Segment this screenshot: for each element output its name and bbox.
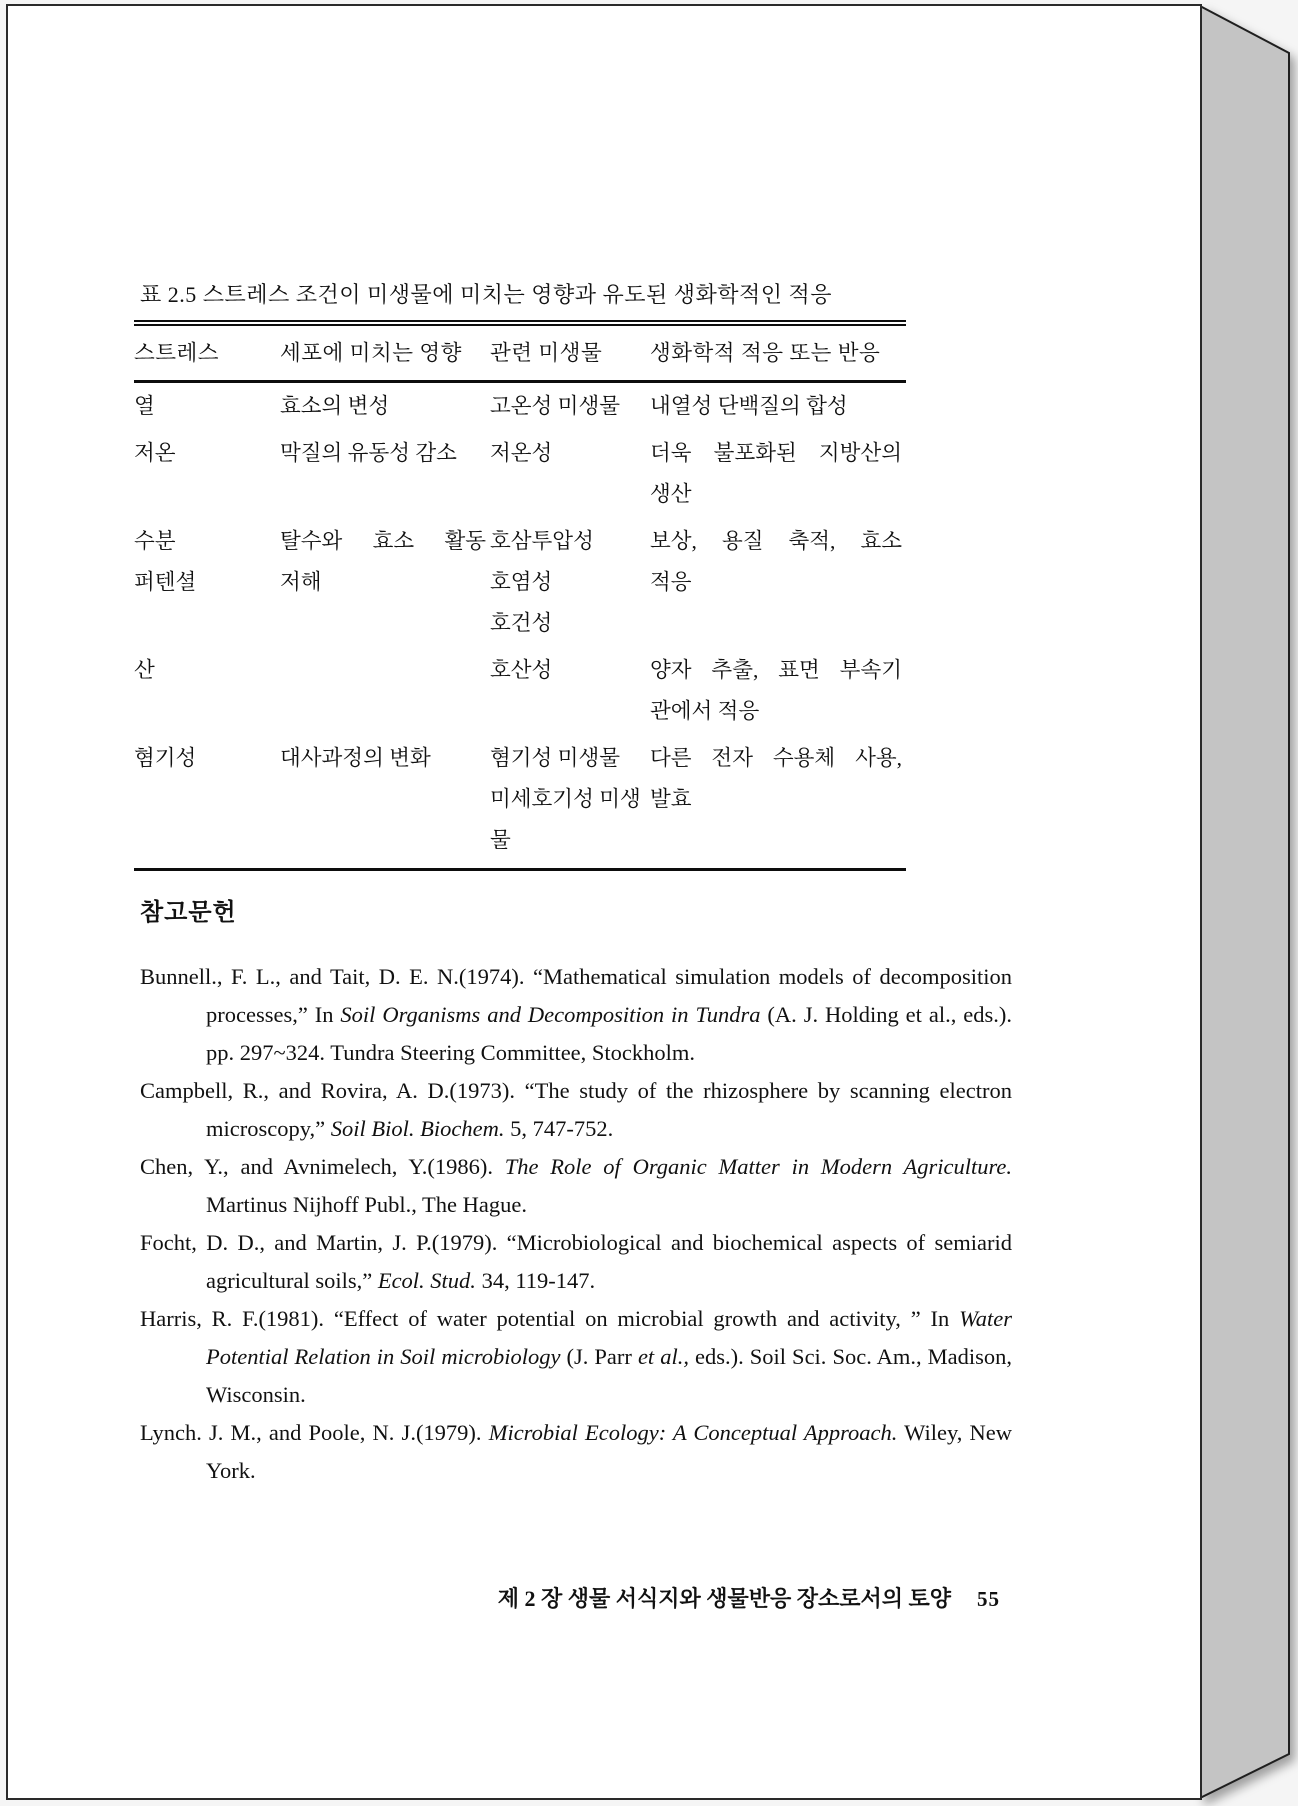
table-cell-line: 관에서 적응 xyxy=(650,699,760,723)
table-cell-line: 호산성 xyxy=(490,658,553,682)
reference-text: (J. Parr xyxy=(560,1344,638,1369)
table-row xyxy=(134,647,906,735)
column-header: 관련 미생물 xyxy=(490,341,603,365)
book-page xyxy=(6,4,1202,1800)
reference-title-italic: Microbial Ecology: A Conceptual Approach. xyxy=(488,1420,898,1445)
reference-text: Bunnell., F. L., and Tait, D. E. N.(1974). “Mathematical simulation models of decomposition processes,” In xyxy=(140,964,1012,1027)
table-cell xyxy=(490,386,650,427)
references-list xyxy=(140,958,1012,1490)
table-cell-line: 호삼투압성 xyxy=(490,529,594,553)
reference-title-italic: Soil Organisms and Decomposition in Tundra xyxy=(340,1002,761,1027)
table-cell-line: 수분 xyxy=(134,529,176,553)
table-cell xyxy=(280,433,490,515)
table-cell xyxy=(134,650,280,732)
table-cell xyxy=(650,521,906,644)
reference-text: Harris, R. F.(1981). “Effect of water potential on microbial growth and activity, ” In xyxy=(140,1306,960,1331)
table-cell-line: 보상, 용질 축적, 효소 xyxy=(650,529,902,553)
table-cell xyxy=(650,433,906,515)
table-cell xyxy=(134,433,280,515)
column-header: 스트레스 xyxy=(134,341,220,365)
reference-item xyxy=(140,958,1012,1072)
table-cell-line: 호염성 xyxy=(490,570,553,594)
reference-text: 34, 119-147. xyxy=(475,1268,596,1293)
reference-title-italic: et al., xyxy=(637,1344,689,1369)
table-cell-line: 막질의 유동성 감소 xyxy=(280,441,457,465)
table-cell-line: 열 xyxy=(134,394,155,418)
table-cell-line: 퍼텐셜 xyxy=(134,570,197,594)
table-cell xyxy=(490,433,650,515)
table-caption: 표 2.5 스트레스 조건이 미생물에 미치는 영향과 유도된 생화학적인 적응 xyxy=(140,282,833,307)
table-cell-line: 적응 xyxy=(650,570,692,594)
column-header: 생화학적 적응 또는 반응 xyxy=(650,341,881,365)
table-row xyxy=(134,430,906,518)
reference-text: (A. J. Holding et al., eds.). pp. 297~324. Tundra Steering Committee, Stockholm. xyxy=(206,1002,1012,1065)
table-cell xyxy=(490,650,650,732)
table-cell-line: 저온 xyxy=(134,441,176,465)
reference-text: Chen, Y., and Avnimelech, Y.(1986). xyxy=(140,1154,505,1179)
reference-item xyxy=(140,1224,1012,1300)
table-cell-line: 내열성 단백질의 합성 xyxy=(650,394,848,418)
table-cell-line: 양자 추출, 표면 부속기 xyxy=(650,658,902,682)
table-cell xyxy=(490,738,650,861)
reference-item xyxy=(140,1148,1012,1224)
table-cell-line: 다른 전자 수용체 사용, xyxy=(650,746,902,770)
table-cell-line: 생산 xyxy=(650,482,692,506)
footer-chapter-title: 제 2 장 생물 서식지와 생물반응 장소로서의 토양 xyxy=(497,1586,951,1611)
table-cell-line: 혐기성 xyxy=(134,746,197,770)
table-row xyxy=(134,383,906,430)
reference-title-italic: Water Potential Relation in Soil microbiology xyxy=(206,1306,1012,1369)
table-cell xyxy=(134,738,280,861)
table-cell xyxy=(280,386,490,427)
stress-table xyxy=(134,320,906,871)
table-cell xyxy=(280,650,490,732)
table-cell-line: 더욱 불포화된 지방산의 xyxy=(650,441,902,465)
reference-item xyxy=(140,1072,1012,1148)
table-cell-line: 혐기성 미생물 xyxy=(490,746,620,770)
table-cell xyxy=(490,521,650,644)
table-cell-line: 호건성 xyxy=(490,611,553,635)
table-cell xyxy=(650,738,906,861)
footer-page-number: 55 xyxy=(977,1587,1000,1611)
reference-item xyxy=(140,1300,1012,1414)
table-cell-line: 효소의 변성 xyxy=(280,394,390,418)
table-cell-line: 고온성 미생물 xyxy=(490,394,620,418)
reference-text: Campbell, R., and Rovira, A. D.(1973). “The study of the rhizosphere by scanning electron microscopy,” xyxy=(140,1078,1012,1141)
column-header: 세포에 미치는 영향 xyxy=(280,341,462,365)
page-edge-shape xyxy=(1200,6,1289,1798)
table-row xyxy=(134,518,906,647)
table-cell xyxy=(134,521,280,644)
reference-title-italic: The Role of Organic Matter in Modern Agriculture. xyxy=(504,1154,1013,1179)
reference-title-italic: Ecol. Stud. xyxy=(377,1268,476,1293)
table-cell xyxy=(134,386,280,427)
table-cell xyxy=(650,386,906,427)
stress-table-body xyxy=(134,383,906,871)
reference-text: Focht, D. D., and Martin, J. P.(1979). “Microbiological and biochemical aspects of semiarid agricultural soils,” xyxy=(140,1230,1012,1293)
table-cell-line: 저온성 xyxy=(490,441,553,465)
table-cell-line: 대사과정의 변화 xyxy=(280,746,431,770)
table-cell xyxy=(280,738,490,861)
stress-table-header-row xyxy=(134,326,906,383)
references-heading: 참고문헌 xyxy=(140,900,237,926)
page-footer xyxy=(328,1582,1000,1613)
reference-text: eds.). Soil Sci. Soc. Am., Madison, Wisconsin. xyxy=(206,1344,1013,1407)
reference-text: Martinus Nijhoff Publ., The Hague. xyxy=(206,1192,528,1217)
reference-text: Lynch. J. M., and Poole, N. J.(1979). xyxy=(140,1420,489,1445)
table-cell-line: 미세호기성 미생물 xyxy=(490,787,641,852)
table-cell xyxy=(650,650,906,732)
reference-text: 5, 747-752. xyxy=(504,1116,614,1141)
table-row xyxy=(134,735,906,864)
table-cell-line: 저해 xyxy=(280,570,322,594)
table-cell-line: 탈수와 효소 활동 xyxy=(280,529,486,553)
table-cell xyxy=(280,521,490,644)
table-cell-line: 발효 xyxy=(650,787,692,811)
reference-item xyxy=(140,1414,1012,1490)
table-cell-line: 산 xyxy=(134,658,155,682)
reference-text: Wiley, New York. xyxy=(206,1420,1012,1483)
reference-title-italic: Soil Biol. Biochem. xyxy=(330,1116,505,1141)
